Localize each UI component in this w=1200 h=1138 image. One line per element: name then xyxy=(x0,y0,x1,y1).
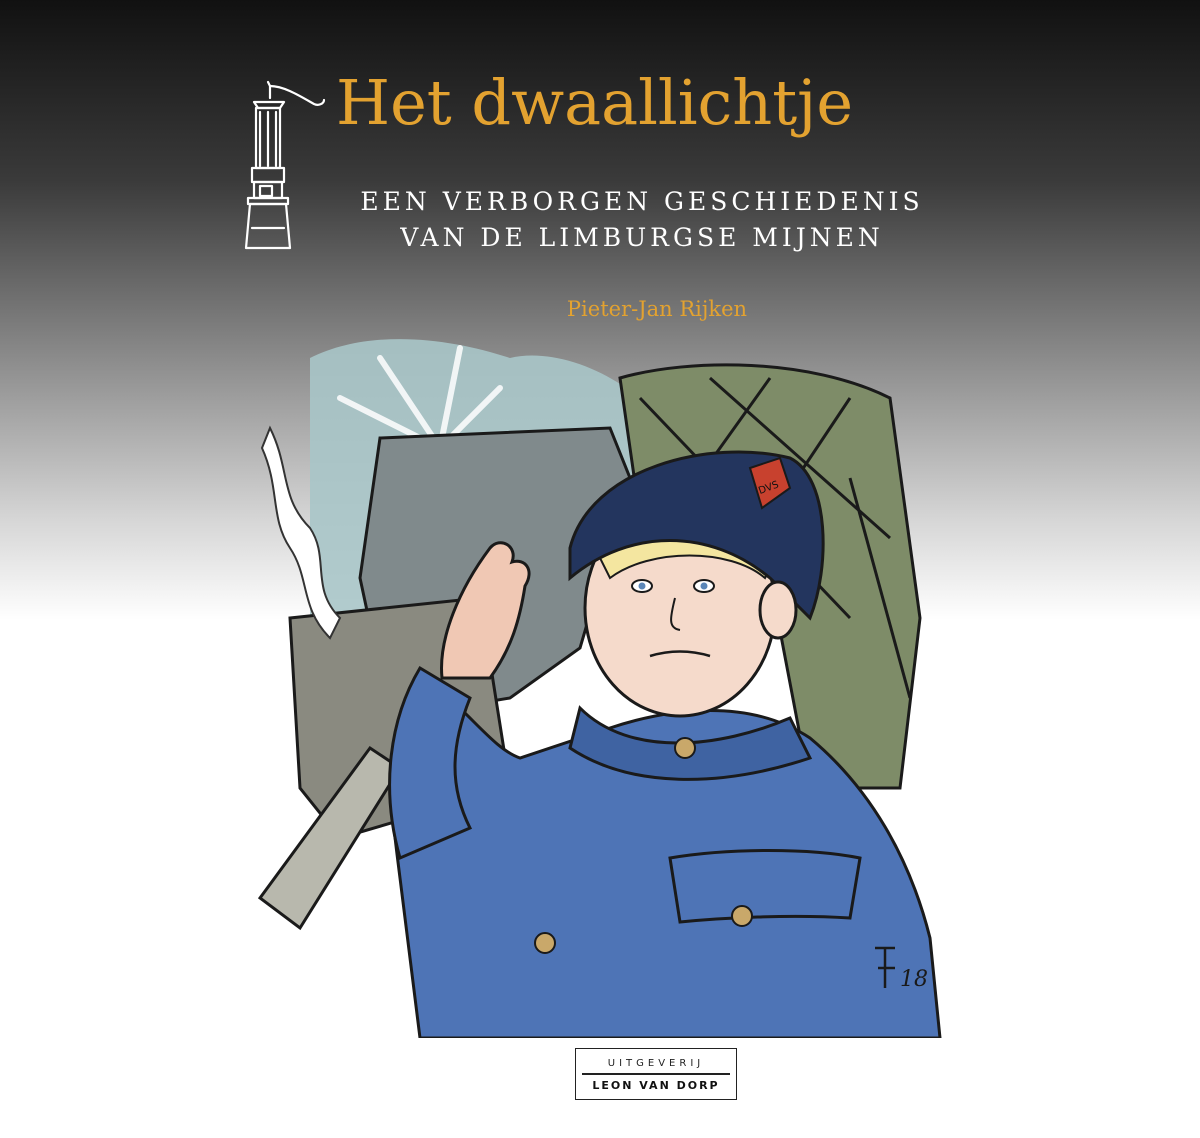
boy-ear xyxy=(760,582,796,638)
publisher-logo xyxy=(575,1048,737,1100)
cap-badge-label: DVS xyxy=(757,479,781,497)
author-name: Pieter-Jan Rijken xyxy=(566,297,748,321)
jacket-button xyxy=(732,906,752,926)
book-subtitle xyxy=(0,184,1200,256)
jacket-button xyxy=(675,738,695,758)
publisher-name: LEON VAN DORP xyxy=(592,1078,720,1092)
publisher-divider xyxy=(582,1073,730,1075)
jacket-button xyxy=(535,933,555,953)
artist-signature-year: 18 xyxy=(900,967,928,992)
jacket-pocket-flap xyxy=(670,851,860,923)
subtitle-line-1: EEN VERBORGEN GESCHIEDENIS xyxy=(360,187,924,216)
publisher-label: UITGEVERIJ xyxy=(607,1058,705,1069)
subtitle-line-2: VAN DE LIMBURGSE MIJNEN xyxy=(400,223,884,252)
cover-illustration xyxy=(250,318,950,1038)
book-title: Het dwaallichtje xyxy=(336,66,854,139)
